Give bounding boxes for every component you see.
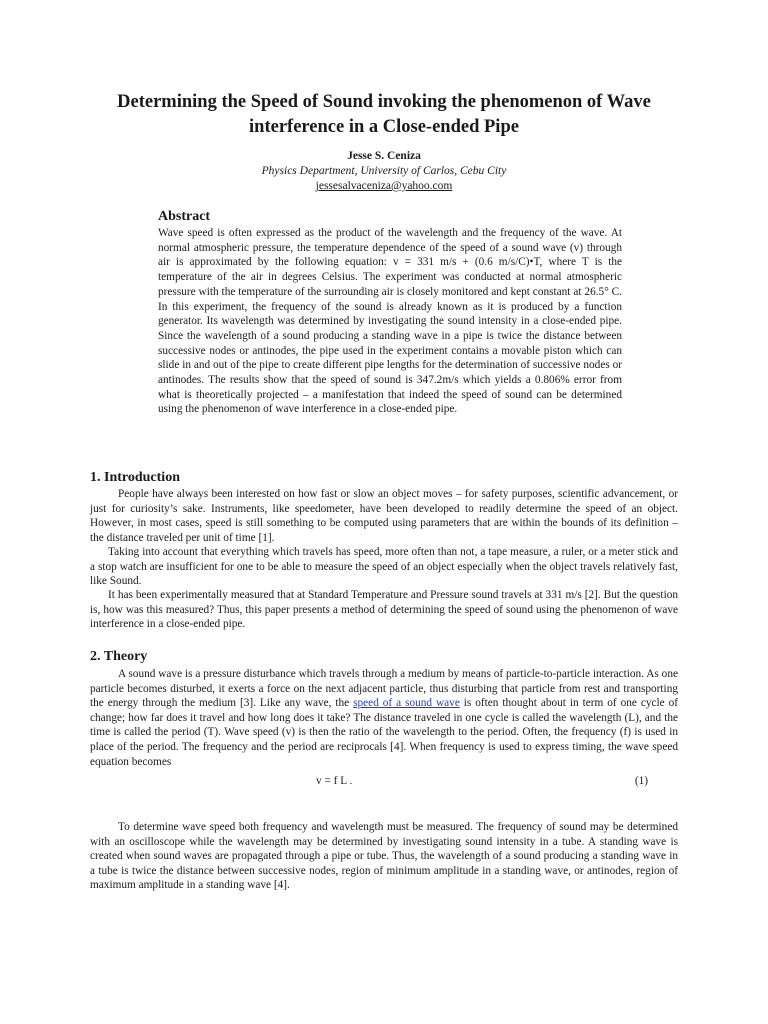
theory-paragraph-1-start: A sound wave is a pressure disturbance which travels through a medium by means of particle-to-particle interaction. As one particle becomes disturbed, it exerts a force on the next adjacent particle, thus disturbing that particle from rest and transporting the energy through the medium [3]. Like any wave, the	[90, 668, 678, 710]
author-email-link[interactable]: jessesalvaceniza@yahoo.com	[315, 180, 453, 192]
theory-paragraph-2: To determine wave speed both frequency and wavelength must be measured. The frequency of sound may be determined with an oscilloscope while the wavelength may be determined by investigating sound intensity in a tube. A standing wave is created when sound waves are propagated through a pipe or tube. Thus, the wavelength of a sound producing a standing wave in a tube is twice the distance between successive nodes, region of minimum amplitude in a standing wave, or antinodes, region of maximum amplitude in a standing wave [4].	[90, 821, 678, 892]
introduction-paragraph-2: Taking into account that everything which travels has speed, more often than not, a tape measure, a ruler, or a meter stick and a stop watch are insufficient for one to be able to measure the speed of an object especially when the object travels relatively fast, like Sound.	[90, 546, 678, 588]
author-name: Jesse S. Ceniza	[347, 150, 421, 162]
speed-of-sound-link[interactable]: speed of a sound wave	[353, 697, 460, 710]
equation-text: v = f L .	[316, 775, 353, 787]
theory-heading: 2. Theory	[90, 649, 148, 664]
equation-number: (1)	[634, 775, 648, 787]
introduction-paragraph-3: It has been experimentally measured that at Standard Temperature and Pressure sound travels at 331 m/s [2]. But the question is, how was this measured? Thus, this paper presents a method of determining the speed of sound using the phenomenon of wave interference in a close-ended pipe.	[90, 589, 678, 631]
abstract-text: Wave speed is often expressed as the product of the wavelength and the frequency of the wave. At normal atmospheric pressure, the temperature dependence of the speed of a sound wave (v) through air is approximated by the following equation: v = 331 m/s + (0.6 m/s/C)•T, where T is the temperature of the air in degrees Celsius. The experiment was conducted at normal atmospheric pressure with the temperature of the surrounding air is closely monitored and kept constant at 26.5° C. In this experiment, the frequency of the sound is already known as it is produced by a function generator. Its wavelength was determined by investigating the sound intensity in a close-ended pipe. Since the wavelength of a sound producing a standing wave in a pipe is twice the distance between successive nodes or antinodes, the pipe used in the experiment contains a movable piston which can slide in and out of the pipe to create different pipe lengths for the determination of successive nodes or antinodes. The results show that the speed of sound is 347.2m/s which yields a 0.806% error from what is theoretically projected – a manifestation that indeed the speed of sound can be determined using the phenomenon of wave interference in a close-ended pipe.	[158, 227, 622, 416]
paper-title: Determining the Speed of Sound invoking the phenomenon of Wave interference in a Close-ended Pipe	[117, 92, 651, 137]
author-email-line	[90, 179, 678, 194]
abstract-heading: Abstract	[158, 209, 211, 224]
equation-1	[90, 773, 678, 789]
theory-paragraph-1	[90, 667, 678, 769]
theory-paragraph-1-end: is often thought about in term of one cycle of change; how far does it travel and how long does it take? The distance traveled in one cycle is called the wavelength (L), and the time is called the period (T). Wave speed (v) is then the ratio of the wavelength to the period. Often, the frequency (f) is used in place of the period. The frequency and the period are reciprocals [4]. When frequency is used to express timing, the wave speed equation becomes	[90, 697, 679, 768]
author-affiliation: Physics Department, University of Carlos, Cebu City	[261, 165, 507, 177]
introduction-paragraph-1: People have always been interested on how fast or slow an object moves – for safety purposes, scientific advancement, or just for curiosity’s sake. Instruments, like speedometer, have been developed to readily determine the speed of an object. However, in most cases, speed is still something to be computed using parameters that are within the bounds of its definition – the distance traveled per unit of time [1].	[90, 488, 678, 544]
introduction-heading: 1. Introduction	[90, 470, 180, 485]
